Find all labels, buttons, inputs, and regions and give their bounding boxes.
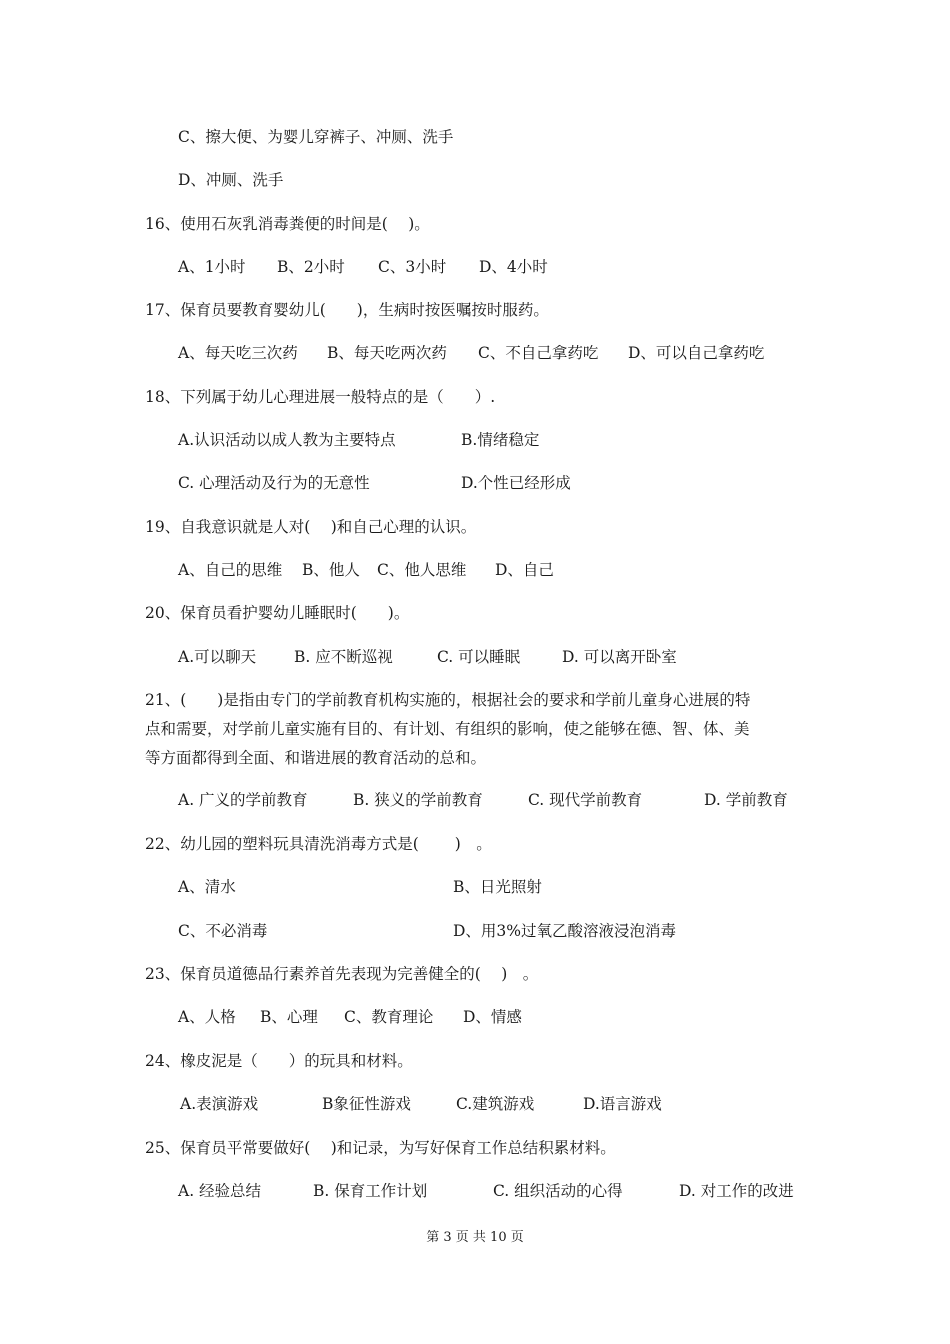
q17-option-d: D、可以自己拿药吃: [628, 344, 765, 362]
q23-option-a: A、人格: [178, 1008, 236, 1026]
question-18: 18、下列属于幼儿心理进展一般特点的是（ ）.: [145, 388, 496, 406]
q21-option-d: D. 学前教育: [704, 791, 788, 809]
q23-option-b: B、心理: [260, 1008, 318, 1026]
q19-option-d: D、自己: [495, 561, 554, 579]
q15-option-d: D、冲厕、洗手: [178, 171, 284, 189]
q25-option-a: A. 经验总结: [178, 1182, 262, 1200]
q25-option-b: B. 保育工作计划: [313, 1182, 428, 1200]
question-20: 20、保育员看护婴幼儿睡眠时( )。: [145, 604, 410, 622]
q17-option-a: A、每天吃三次药: [178, 344, 298, 362]
q24-option-d: D.语言游戏: [583, 1095, 662, 1113]
question-21-line-2: 点和需要，对学前儿童实施有目的、有计划、有组织的影响，使之能够在德、智、体、美: [145, 720, 750, 738]
question-22: 22、幼儿园的塑料玩具清洗消毒方式是( ) 。: [145, 835, 492, 853]
question-21-line-1: 21、( )是指由专门的学前教育机构实施的，根据社会的要求和学前儿童身心进展的特: [145, 691, 751, 709]
question-17: 17、保育员要教育婴幼儿( )，生病时按医嘱按时服药。: [145, 301, 549, 319]
question-16: 16、使用石灰乳消毒粪便的时间是( )。: [145, 215, 430, 233]
q16-option-c: C、3小时: [378, 258, 447, 276]
q21-option-c: C. 现代学前教育: [528, 791, 643, 809]
q18-option-d: D.个性已经形成: [461, 474, 571, 492]
page-number-footer: 第 3 页 共 10 页: [426, 1230, 524, 1245]
q17-option-b: B、每天吃两次药: [327, 344, 447, 362]
q16-option-b: B、2小时: [277, 258, 345, 276]
q18-option-a: A.认识活动以成人教为主要特点: [178, 431, 396, 449]
q22-option-d: D、用3%过氧乙酸溶液浸泡消毒: [453, 922, 677, 940]
q19-option-a: A、自己的思维: [178, 561, 283, 579]
question-19: 19、自我意识就是人对( )和自己心理的认识。: [145, 518, 477, 536]
question-25: 25、保育员平常要做好( )和记录，为写好保育工作总结积累材料。: [145, 1139, 616, 1157]
q21-option-a: A. 广义的学前教育: [178, 791, 308, 809]
q20-option-a: A.可以聊天: [178, 648, 257, 666]
q22-option-c: C、不必消毒: [178, 922, 268, 940]
q15-option-c: C、擦大便、为婴儿穿裤子、冲厕、洗手: [178, 128, 454, 146]
q19-option-b: B、他人: [302, 561, 360, 579]
q25-option-c: C. 组织活动的心得: [493, 1182, 623, 1200]
q25-option-d: D. 对工作的改进: [679, 1182, 794, 1200]
q20-option-d: D. 可以离开卧室: [562, 648, 677, 666]
q21-option-b: B. 狭义的学前教育: [353, 791, 483, 809]
q22-option-a: A、清水: [178, 878, 236, 896]
question-24: 24、橡皮泥是（ ）的玩具和材料。: [145, 1052, 413, 1070]
q20-option-b: B. 应不断巡视: [294, 648, 393, 666]
q24-option-a: A.表演游戏: [180, 1095, 259, 1113]
q20-option-c: C. 可以睡眠: [437, 648, 521, 666]
q24-option-c: C.建筑游戏: [456, 1095, 535, 1113]
q23-option-c: C、教育理论: [344, 1008, 434, 1026]
question-21-line-3: 等方面都得到全面、和谐进展的教育活动的总和。: [145, 749, 487, 767]
q18-option-b: B.情绪稳定: [461, 431, 540, 449]
q23-option-d: D、情感: [463, 1008, 522, 1026]
q18-option-c: C. 心理活动及行为的无意性: [178, 474, 370, 492]
q16-option-d: D、4小时: [479, 258, 548, 276]
q19-option-c: C、他人思维: [377, 561, 467, 579]
q16-option-a: A、1小时: [178, 258, 246, 276]
q24-option-b: B象征性游戏: [322, 1095, 411, 1113]
question-23: 23、保育员道德品行素养首先表现为完善健全的( ) 。: [145, 965, 539, 983]
q17-option-c: C、不自己拿药吃: [478, 344, 599, 362]
q22-option-b: B、日光照射: [453, 878, 542, 896]
